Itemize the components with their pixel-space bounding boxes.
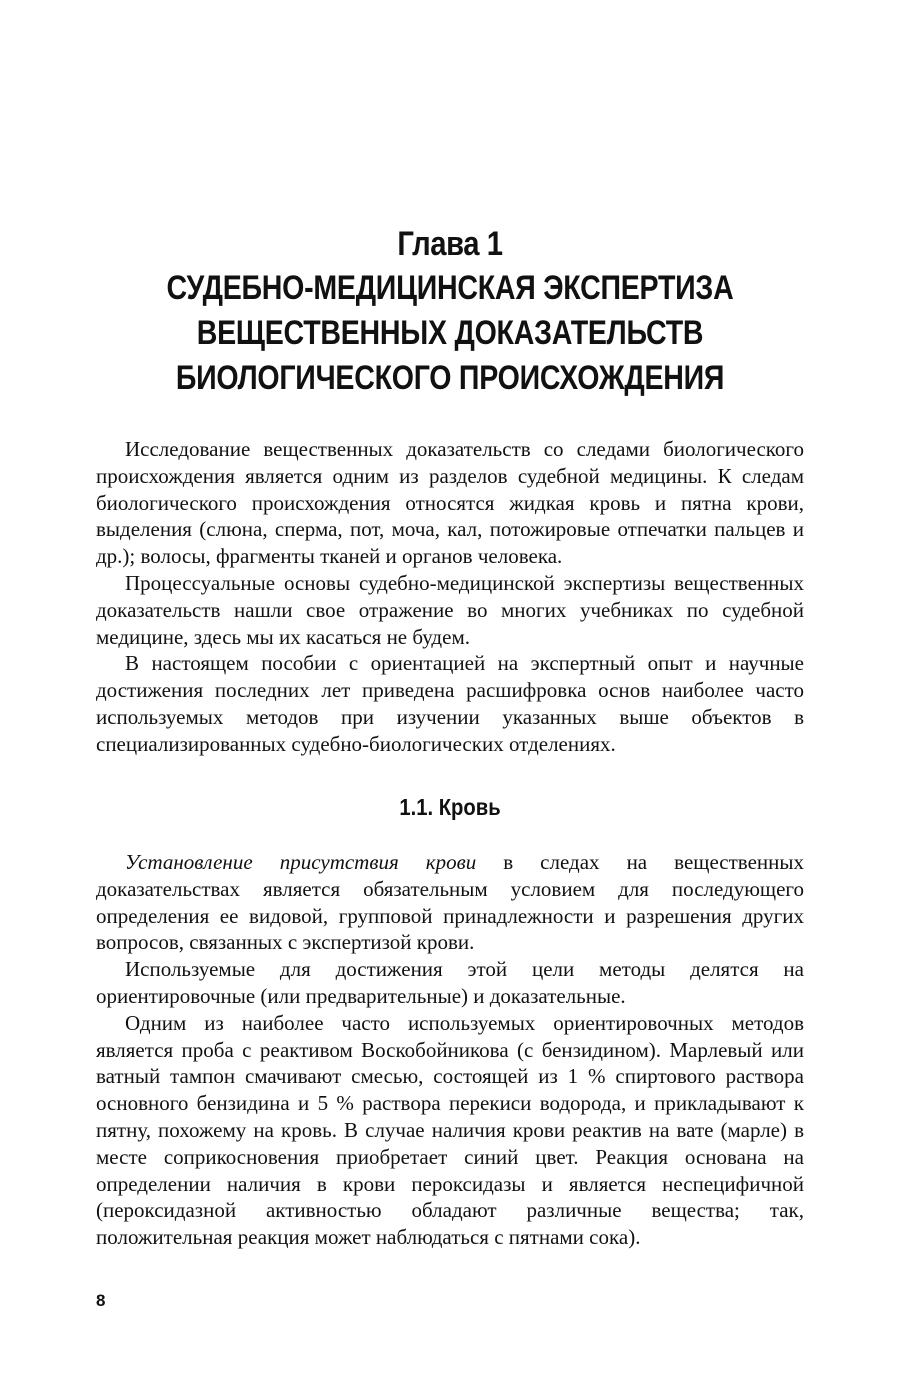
intro-paragraph: Процессуальные основы судебно-медицинской экспертизы вещественных доказательств нашли свое отражение во многих учебниках по судебной медицине, здесь мы их касаться не будем. <box>96 570 804 649</box>
section-paragraph <box>96 849 804 956</box>
chapter-title-line: СУДЕБНО-МЕДИЦИНСКАЯ ЭКСПЕРТИЗА <box>166 269 734 307</box>
page-number: 8 <box>96 1291 106 1310</box>
intro-text <box>96 436 804 758</box>
paragraph-text: в следах на вещественных доказательствах является обязательным условием для последующего определения ее видовой, групповой принадлежности и разрешения других вопросов, связанных с экспертизой крови. <box>96 850 804 955</box>
chapter-title <box>72 266 828 401</box>
intro-paragraph: В настоящем пособии с ориентацией на экспертный опыт и научные достижения последних лет приведена расшифровка основ наиболее часто используемых методов при изучении указанных выше объектов в специализированных судебно-биологических отделениях. <box>96 651 804 756</box>
section-heading: 1.1. Кровь <box>399 794 501 820</box>
chapter-title-line: ВЕЩЕСТВЕННЫХ ДОКАЗАТЕЛЬСТВ <box>196 314 704 352</box>
emphasized-phrase: Установление присутствия крови <box>125 850 477 874</box>
section-text <box>96 849 804 1251</box>
intro-paragraph: Исследование вещественных доказательств со следами биологического происхождения является одним из разделов судебной медицины. К следам биологического происхождения относятся жидкая кровь и пятна крови, выделения (слюна, сперма, пот, моча, кал, потожировые отпечатки пальцев и др.); волосы, фрагменты тканей и органов человека. <box>96 437 804 569</box>
section-paragraph: Одним из наиболее часто используемых ориентировочных методов является проба с реактивом Воскобойникова (с бензидином). Марлевый или ватный тампон смачивают смесью, состоящей из 1 % спиртового раствора основного бензидина и 5 % раствора перекиси водорода, и прикладывают к пятну, похожему на кровь. В случае наличия крови реактив на вате (марле) в месте соприкосновения приобретает синий цвет. Реакция основана на определении наличия в крови пероксидазы и является неспецифичной (пероксидазной активностью обладают различные вещества; так, положительная реакция может наблюдаться с пятнами сока). <box>96 1010 804 1250</box>
section-paragraph: Используемые для достижения этой цели методы делятся на ориентировочные (или предварительные) и доказательные. <box>96 957 804 1008</box>
chapter-title-line: БИОЛОГИЧЕСКОГО ПРОИСХОЖДЕНИЯ <box>175 359 725 397</box>
chapter-label: Глава 1 <box>397 225 503 263</box>
